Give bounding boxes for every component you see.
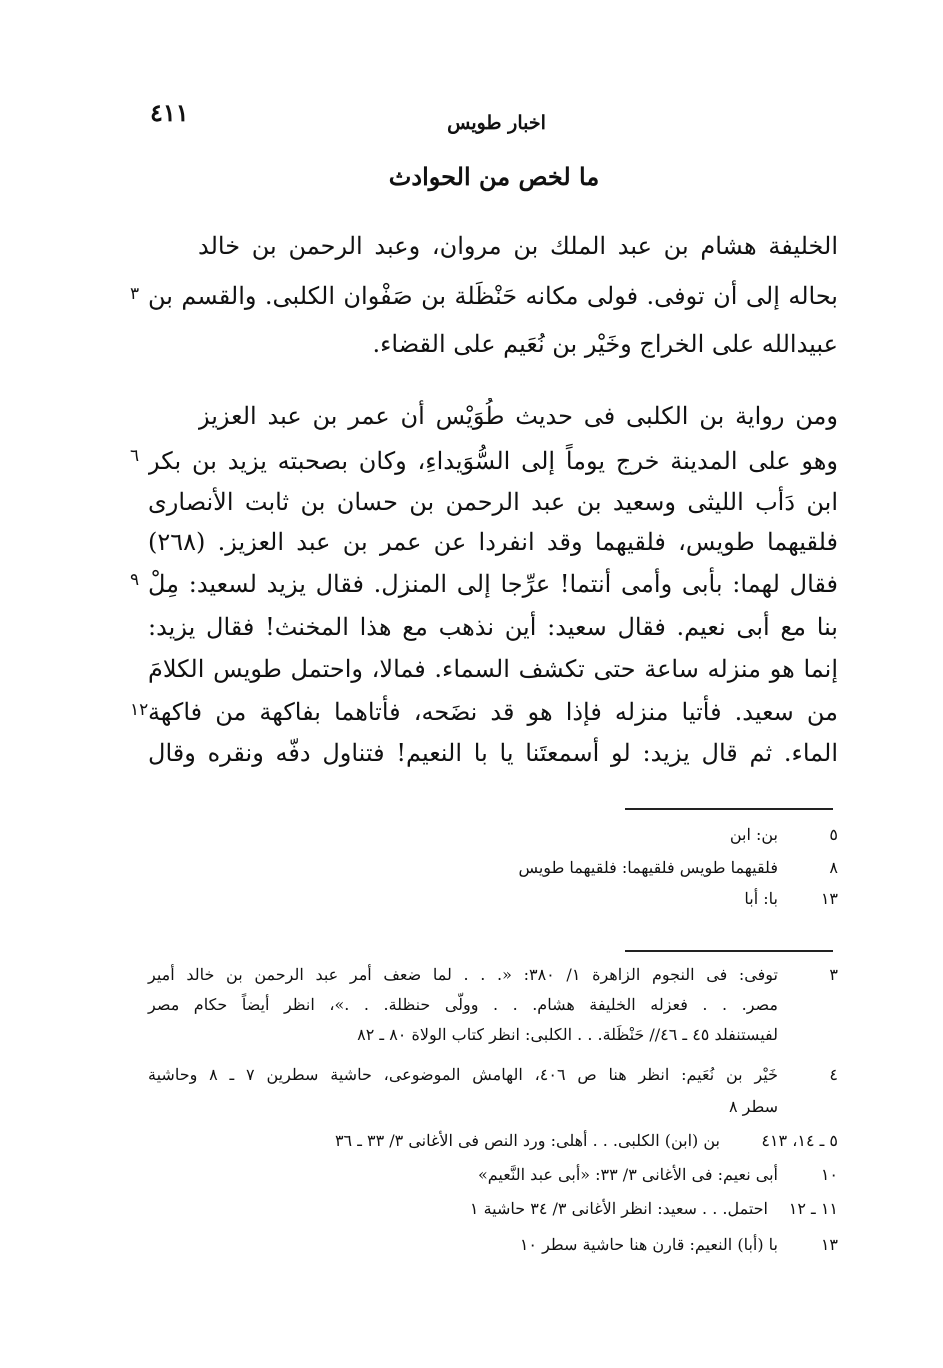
line-number-12: ١٢ xyxy=(130,700,149,720)
footnote-text: سطر ٨ xyxy=(728,1097,778,1116)
variant-line-number: ٥ xyxy=(829,825,838,844)
footnote-row xyxy=(148,1022,838,1048)
footnote-text: أبى نعيم: فى الأغانى ٣/ ٣٣: «أبى عبد النَّعيم» xyxy=(477,1165,778,1184)
footnote-text: بن (ابن) الكلبى. . . أهلى: ورد النص فى الأغانى ٣/ ٣٣ ـ ٣٦ xyxy=(334,1131,720,1150)
footnote-number: ٤ xyxy=(829,1065,838,1084)
footnote-row xyxy=(148,1232,838,1258)
body-line-9: بنا مع أبى نعيم. فقال سعيد: أين نذهب مع هذا المخنث! فقال يزيد: xyxy=(148,613,838,641)
footnote-text: با (أبا) النعيم: قارن هنا حاشية سطر ١٠ xyxy=(519,1235,778,1254)
footnote-number: ١٣ xyxy=(820,1235,838,1254)
variant-row xyxy=(148,822,838,848)
variant-text: بن: ابن xyxy=(729,825,778,844)
footnote-text: خَيْر بن نُعَيم: انظر هنا ص ٤٠٦، الهامش الموضوعى، حاشية سطرين ٧ ـ ٨ وحاشية xyxy=(148,1065,779,1084)
running-head: اخبار طويس xyxy=(447,112,546,134)
footnote-text: توفى: فى النجوم الزاهرة ١/ ٣٨٠: «. . . لما ضعف أمر عبد الرحمن بن خالد أمير xyxy=(148,965,779,984)
footnote-number: ١٠ xyxy=(820,1165,838,1184)
footnote-row xyxy=(148,1128,838,1154)
body-line-10: إنما هو منزله ساعة حتى تكشف السماء. فمالا، واحتمل طويس الكلامَ xyxy=(148,655,838,683)
body-line-5: وهو على المدينة خرج يوماً إلى السُّوَيداءِ، وكان بصحبته يزيد بن بكر xyxy=(148,447,838,475)
body-line-4: ومن رواية بن الكلبى فى حديث طُوَيْس أن عمر بن عبد العزيز xyxy=(198,402,838,430)
variants-rule xyxy=(625,808,833,810)
footnote-number: ٥ ـ ١٤، ٤١٣ xyxy=(761,1131,838,1150)
line-number-6: ٦ xyxy=(130,446,140,466)
footnote-row xyxy=(148,1162,838,1188)
body-line-3: عبيدالله على الخراج وخَيْر بن نُعَيم على القضاء. xyxy=(372,330,838,358)
variant-row xyxy=(148,855,838,881)
body-line-1: الخليفة هشام بن عبد الملك بن مروان، وعبد الرحمن بن خالد xyxy=(198,232,838,260)
footnote-row xyxy=(148,1062,838,1088)
body-line-12: الماء. ثم قال يزيد: لو أسمعتَنا يا با النعيم! فتناول دفّه ونقره وقال xyxy=(148,739,838,767)
body-line-8: فقال لهما: بأبى وأمى أنتما! عرِّجا إلى المنزل. فقال يزيد لسعيد: مِلْ xyxy=(148,570,838,598)
body-line-2: بحاله إلى أن توفى. فولى مكانه حَنْظَلة بن صَفْوان الكلبى. والقسم بن xyxy=(148,282,838,310)
body-line-11: من سعيد. فأتيا منزله فإذا هو قد نضَحه، فأتاهما بفاكهة من فاكهة xyxy=(148,698,838,726)
line-number-9: ٩ xyxy=(130,570,140,590)
footnote-text: لفيستنفلد ٤٥ ـ ٤٦// حَنْظَلة. . . الكلبى: انظر كتاب الولاة ٨٠ ـ ٨٢ xyxy=(357,1025,778,1044)
section-title: ما لخص من الحوادث xyxy=(388,162,600,191)
footnote-row xyxy=(148,1196,838,1222)
footnote-row xyxy=(148,1094,838,1120)
variant-text: فلقيهما طويس فلقيهما: فلقيهما طويس xyxy=(518,858,778,877)
footnote-number: ١١ ـ ١٢ xyxy=(788,1199,838,1218)
footnotes-rule xyxy=(625,950,833,952)
variant-line-number: ٨ xyxy=(829,858,838,877)
footnote-number: ٣ xyxy=(829,965,838,984)
footnote-text: مصر. . . فعزله الخليفة هشام. . . وولّى حنظلة. . .»، انظر أيضاً حكام مصر xyxy=(148,995,778,1014)
variant-text: با: أبا xyxy=(744,889,778,908)
footnote-row xyxy=(148,962,838,988)
variant-line-number: ١٣ xyxy=(820,889,838,908)
footnote-text: احتمل. . . سعيد: انظر الأغانى ٣/ ٣٤ حاشية ١ xyxy=(469,1199,768,1218)
variant-row xyxy=(148,886,838,912)
line-number-3: ٣ xyxy=(130,284,140,304)
page-number: ٤١١ xyxy=(150,98,189,127)
body-line-6: ابن دَأب الليثى وسعيد بن عبد الرحمن بن حسان بن ثابت الأنصارى xyxy=(148,488,838,516)
body-line-7: فلقيهما طويس، فلقيهما وقد انفردا عن عمر بن عبد العزيز. (٢٦٨) xyxy=(148,528,838,556)
footnote-row xyxy=(148,992,838,1018)
